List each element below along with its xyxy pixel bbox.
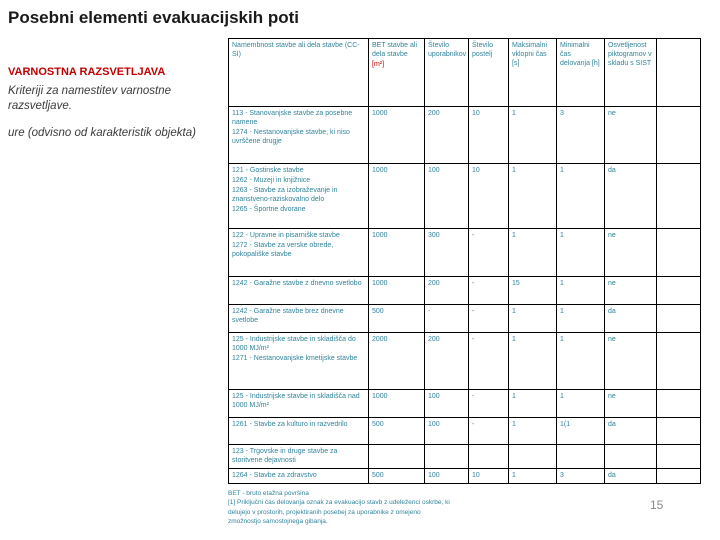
value-cell bbox=[509, 445, 557, 469]
value-cell: - bbox=[469, 305, 509, 333]
value-cell: 1 bbox=[557, 229, 605, 277]
table-row bbox=[229, 418, 701, 445]
value-cell: 1000 bbox=[369, 107, 425, 164]
value-cell: da bbox=[605, 164, 657, 229]
criteria-paragraph: Kriteriji za namestitev varnostne razsvetljave. bbox=[8, 85, 171, 112]
building-type-line: 1264 - Stavbe za zdravstvo bbox=[232, 472, 317, 480]
table-row bbox=[229, 390, 701, 418]
building-type-line: 1271 - Nestanovanjske kmetijske stavbe bbox=[232, 355, 358, 363]
value-cell: 1 bbox=[509, 469, 557, 484]
value-cell: da bbox=[605, 418, 657, 445]
footnote-line: BET - bruto etažna površina bbox=[228, 490, 309, 497]
building-type-line: 1265 - Športne dvorane bbox=[232, 206, 306, 214]
building-type-line: 113 - Stanovanjske stavbe za posebne namene bbox=[232, 110, 353, 127]
value-cell: 100 bbox=[425, 418, 469, 445]
footnote-line: zmožnostjo samostojnega gibanja. bbox=[228, 518, 328, 526]
building-type-line: 1272 - Stavbe za verske obrede, pokopališke stavbe bbox=[232, 242, 334, 259]
table-row bbox=[229, 333, 701, 390]
value-cell bbox=[657, 390, 701, 418]
building-type-line: 1242 - Garažne stavbe brez dnevne svetlobe bbox=[232, 308, 344, 325]
building-type-cell bbox=[229, 469, 369, 484]
value-cell: 1 bbox=[557, 333, 605, 390]
building-type-line: 1261 - Stavbe za kulturo in razvedrilo bbox=[232, 421, 348, 428]
value-cell: 1000 bbox=[369, 277, 425, 305]
building-type-cell bbox=[229, 445, 369, 469]
value-cell: 10 bbox=[469, 107, 509, 164]
header-bed-count: Število postelj bbox=[469, 39, 509, 107]
building-type-line: 125 - Industrijske stavbe in skladišča nad 1000 MJ/m² bbox=[232, 393, 360, 410]
value-cell: 1 bbox=[509, 164, 557, 229]
value-cell: 15 bbox=[509, 277, 557, 305]
value-cell: 1000 bbox=[369, 164, 425, 229]
value-cell: 10 bbox=[469, 164, 509, 229]
value-cell: ne bbox=[605, 229, 657, 277]
building-type-cell bbox=[229, 305, 369, 333]
value-cell: 200 bbox=[425, 333, 469, 390]
building-type-line: 123 - Trgovske in druge stavbe za storitvene dejavnosti bbox=[232, 448, 338, 465]
value-cell: - bbox=[469, 229, 509, 277]
value-cell: 100 bbox=[425, 164, 469, 229]
value-cell: 2000 bbox=[369, 333, 425, 390]
table-row bbox=[229, 305, 701, 333]
value-cell bbox=[657, 277, 701, 305]
value-cell: 3 bbox=[557, 107, 605, 164]
value-cell: da bbox=[605, 469, 657, 484]
left-text-block bbox=[8, 66, 208, 141]
value-cell bbox=[425, 445, 469, 469]
value-cell: 1 bbox=[509, 305, 557, 333]
value-cell bbox=[369, 445, 425, 469]
header-user-count: Število uporabnikov bbox=[425, 39, 469, 107]
building-type-line: 1242 - Garažne stavbe z dnevno svetlobo bbox=[232, 280, 362, 287]
value-cell: 1(1 bbox=[557, 418, 605, 445]
building-type-line: 1263 - Stavbe za izobraževanje in znanstveno-raziskovalno delo bbox=[232, 187, 338, 204]
footnote-line: delujejo v prostorih, projektiranih posebej za uporabnike z omejeno bbox=[228, 508, 421, 516]
table-row bbox=[229, 229, 701, 277]
value-cell: 3 bbox=[557, 469, 605, 484]
building-type-cell bbox=[229, 107, 369, 164]
header-bet-unit: [m²] bbox=[372, 61, 385, 69]
table-row bbox=[229, 107, 701, 164]
value-cell: - bbox=[469, 418, 509, 445]
value-cell: 1000 bbox=[369, 390, 425, 418]
value-cell bbox=[605, 445, 657, 469]
value-cell bbox=[557, 445, 605, 469]
value-cell bbox=[469, 445, 509, 469]
emergency-lighting-table bbox=[228, 38, 701, 484]
table-row bbox=[229, 445, 701, 469]
building-type-line: 121 - Gostinske stavbe bbox=[232, 167, 304, 174]
duration-paragraph: ure (odvisno od karakteristik objekta) bbox=[8, 126, 196, 139]
value-cell bbox=[657, 418, 701, 445]
page-number: 15 bbox=[650, 498, 664, 512]
table-row bbox=[229, 469, 701, 484]
building-type-cell bbox=[229, 333, 369, 390]
building-type-line: 1274 - Nestanovanjske stavbe, ki niso uvrščene drugje bbox=[232, 129, 350, 146]
value-cell: 1 bbox=[509, 333, 557, 390]
value-cell bbox=[657, 229, 701, 277]
value-cell: 1 bbox=[509, 229, 557, 277]
table-body bbox=[229, 107, 701, 484]
value-cell: - bbox=[469, 390, 509, 418]
building-type-cell bbox=[229, 277, 369, 305]
value-cell: 300 bbox=[425, 229, 469, 277]
table-row bbox=[229, 164, 701, 229]
value-cell: 200 bbox=[425, 277, 469, 305]
value-cell: 500 bbox=[369, 418, 425, 445]
value-cell: ne bbox=[605, 107, 657, 164]
value-cell bbox=[657, 333, 701, 390]
value-cell: 200 bbox=[425, 107, 469, 164]
building-type-line: 125 - Industrijske stavbe in skladišča do 1000 MJ/m² bbox=[232, 336, 356, 353]
value-cell: 1 bbox=[557, 305, 605, 333]
value-cell: 1 bbox=[557, 390, 605, 418]
building-type-cell bbox=[229, 229, 369, 277]
building-type-cell bbox=[229, 390, 369, 418]
value-cell: 1 bbox=[509, 107, 557, 164]
header-bet-area bbox=[369, 39, 425, 107]
value-cell: 500 bbox=[369, 305, 425, 333]
building-type-cell bbox=[229, 418, 369, 445]
value-cell: - bbox=[425, 305, 469, 333]
value-cell bbox=[657, 107, 701, 164]
value-cell: 10 bbox=[469, 469, 509, 484]
header-max-switch-on-time: Maksimalni vklopni čas [s] bbox=[509, 39, 557, 107]
value-cell: 1 bbox=[557, 164, 605, 229]
value-cell: 100 bbox=[425, 390, 469, 418]
value-cell: ne bbox=[605, 333, 657, 390]
building-type-line: 122 - Upravne in pisarniške stavbe bbox=[232, 232, 340, 239]
value-cell: 500 bbox=[369, 469, 425, 484]
building-type-cell bbox=[229, 164, 369, 229]
value-cell: 1 bbox=[509, 390, 557, 418]
value-cell: 1 bbox=[509, 418, 557, 445]
table-row bbox=[229, 277, 701, 305]
page-title: Posebni elementi evakuacijskih poti bbox=[8, 8, 299, 27]
value-cell: - bbox=[469, 333, 509, 390]
building-type-line: 1262 - Muzeji in knjižnice bbox=[232, 177, 311, 185]
value-cell: ne bbox=[605, 390, 657, 418]
table-header-row bbox=[229, 39, 701, 107]
header-empty-column bbox=[657, 39, 701, 107]
header-min-operating-time: Minimalni čas delovanja [h] bbox=[557, 39, 605, 107]
value-cell bbox=[657, 469, 701, 484]
section-heading: VARNOSTNA RAZSVETLJAVA bbox=[8, 66, 166, 78]
header-pictogram-illumination: Osvetljenost piktogramov v skladu s SIST bbox=[605, 39, 657, 107]
value-cell: 1000 bbox=[369, 229, 425, 277]
header-bet-text: BET stavbe ali dela stavbe bbox=[372, 42, 418, 59]
value-cell: ne bbox=[605, 277, 657, 305]
value-cell: 1 bbox=[557, 277, 605, 305]
value-cell bbox=[657, 164, 701, 229]
footnote-block bbox=[228, 489, 558, 527]
value-cell: - bbox=[469, 277, 509, 305]
value-cell: 100 bbox=[425, 469, 469, 484]
header-building-purpose: Namembnost stavbe ali dela stavbe (CC-SI) bbox=[229, 39, 369, 107]
value-cell: da bbox=[605, 305, 657, 333]
value-cell bbox=[657, 445, 701, 469]
value-cell bbox=[657, 305, 701, 333]
footnote-line: [1] Priključni čas delovanja oznak za evakuacijo stavb z udeleženci oskrbe, ki bbox=[228, 499, 450, 507]
